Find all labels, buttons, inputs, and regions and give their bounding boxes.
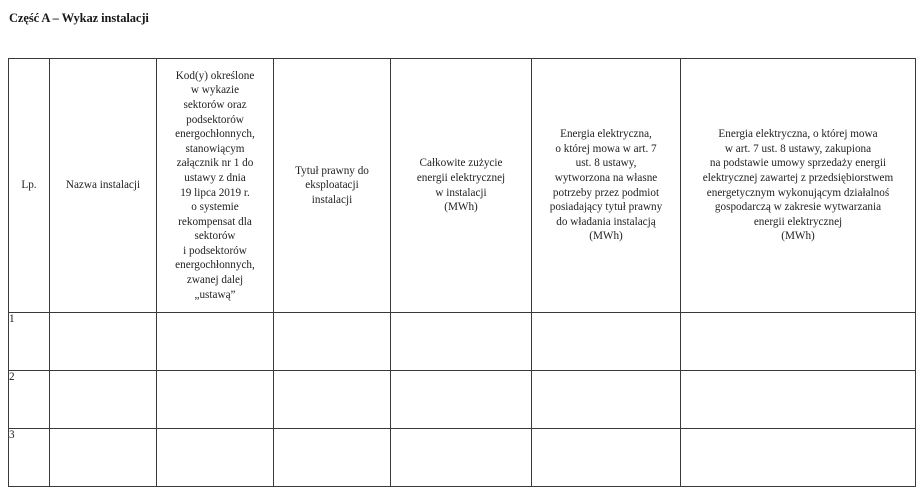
self-generated-energy-cell[interactable] [532,371,681,429]
header-purchased-energy: Energia elektryczna, o której mowa w art. 7 ust. 8 ustawy, zakupiona na podstawie umowy sprzedaży energii elektrycznej zawartej z przedsiębiorstwem energetycznym wykonującym działalnoś gospodarczą w zakresie wytwarzania energii elektrycznej (MWh) [681,59,916,313]
total-consumption-cell[interactable] [391,313,532,371]
self-generated-energy-cell[interactable] [532,429,681,487]
header-lp: Lp. [9,59,50,313]
table-row [9,371,916,429]
purchased-energy-cell[interactable] [681,371,916,429]
section-heading: Część A – Wykaz instalacji [9,11,149,25]
purchased-energy-cell[interactable] [681,313,916,371]
self-generated-energy-cell[interactable] [532,313,681,371]
legal-title-cell[interactable] [274,429,391,487]
purchased-energy-cell[interactable] [681,429,916,487]
header-self-generated-energy: Energia elektryczna, o której mowa w art. 7 ust. 8 ustawy, wytworzona na własne potrzeby przez podmiot posiadający tytuł prawny do władania instalacją (MWh) [532,59,681,313]
sector-codes-cell[interactable] [157,313,274,371]
sector-codes-cell[interactable] [157,371,274,429]
sector-codes-cell[interactable] [157,429,274,487]
installation-name-cell[interactable] [50,429,157,487]
legal-title-cell[interactable] [274,371,391,429]
table-row [9,313,916,371]
installation-name-cell[interactable] [50,313,157,371]
header-sector-codes: Kod(y) określone w wykazie sektorów oraz podsektorów energochłonnych, stanowiącym załącznik nr 1 do ustawy z dnia 19 lipca 2019 r. o systemie rekompensat dla sektorów i podsektorów energochłonnych, zwanej dalej „ustawą” [157,59,274,313]
row-number: 3 [9,429,50,487]
total-consumption-cell[interactable] [391,429,532,487]
installation-name-cell[interactable] [50,371,157,429]
table-row [9,429,916,487]
header-row [9,59,916,313]
row-number: 2 [9,371,50,429]
header-installation-name: Nazwa instalacji [50,59,157,313]
header-legal-title: Tytuł prawny do eksploatacji instalacji [274,59,391,313]
row-number: 1 [9,313,50,371]
header-total-consumption: Całkowite zużycie energii elektrycznej w instalacji (MWh) [391,59,532,313]
legal-title-cell[interactable] [274,313,391,371]
installations-table [8,58,916,487]
total-consumption-cell[interactable] [391,371,532,429]
